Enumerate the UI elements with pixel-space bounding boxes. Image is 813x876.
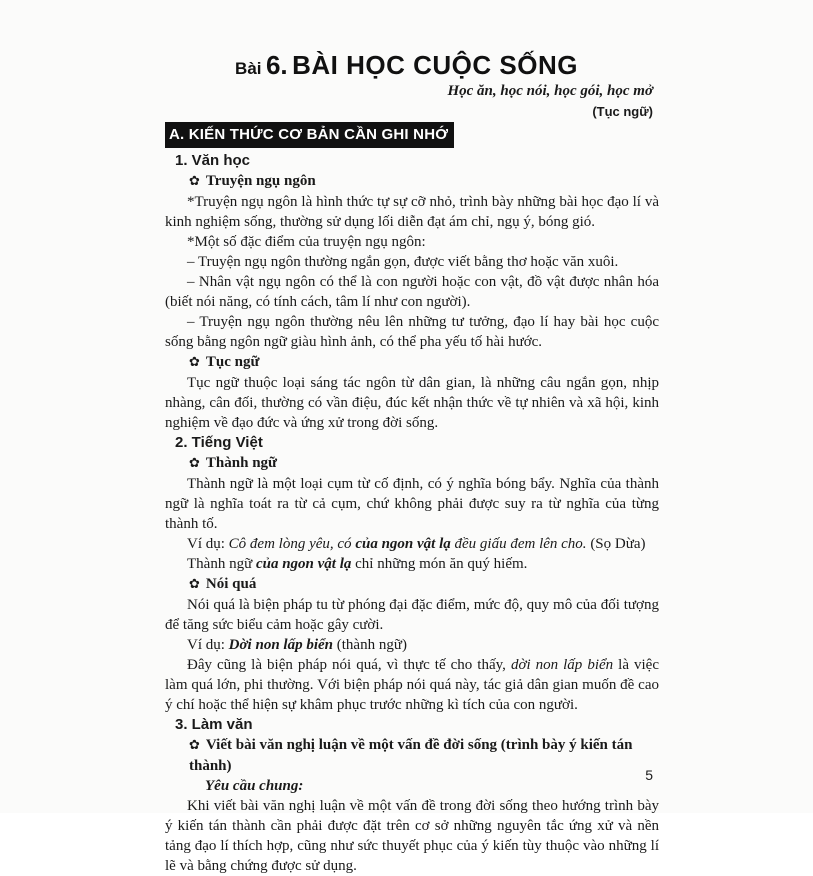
heading-thanh-ngu: ✿ Thành ngữ xyxy=(189,455,278,471)
lesson-title xyxy=(0,50,813,81)
heading-yeu-cau: Yêu cầu chung: xyxy=(205,778,304,794)
heading-van-hoc: 1. Văn học xyxy=(175,152,251,169)
page-number: 5 xyxy=(645,767,653,783)
heading-noi-qua: ✿ Nói quá xyxy=(189,576,257,592)
heading-lam-van: 3. Làm văn xyxy=(175,716,253,733)
epigraph-source: (Tục ngữ) xyxy=(592,104,653,119)
paragraph: Thành ngữ là một loại cụm từ cố định, có ý nghĩa bóng bẩy. Nghĩa của thành ngữ là nghĩa toát ra từ cả cụm, chứ không phải được suy ra từ nghĩa của từng thành tố. xyxy=(165,476,659,532)
paragraph: – Truyện ngụ ngôn thường nêu lên những tư tưởng, đạo lí hay bài học cuộc sống bằng ngôn ngữ giàu hình ảnh, có thể pha yếu tố hài hước. xyxy=(165,314,659,350)
heading-truyen-ngu-ngon: ✿ Truyện ngụ ngôn xyxy=(189,173,316,189)
flower-bullet-icon: ✿ xyxy=(189,738,200,753)
lesson-main-title: BÀI HỌC CUỘC SỐNG xyxy=(292,50,578,80)
heading-viet-bai: ✿ Viết bài văn nghị luận về một vấn đề đời sống (trình bày ý kiến tán thành) xyxy=(189,737,633,774)
lesson-label: Bài xyxy=(235,59,262,78)
example-line: Ví dụ: Cô đem lòng yêu, có của ngon vật lạ đều giấu đem lên cho. (Sọ Dừa) xyxy=(187,536,646,552)
epigraph-proverb: Học ăn, học nói, học gói, học mở xyxy=(447,83,653,99)
paragraph: – Truyện ngụ ngôn thường ngắn gọn, được viết bằng thơ hoặc văn xuôi. xyxy=(187,254,619,270)
paragraph: Nói quá là biện pháp tu từ phóng đại đặc điểm, mức độ, quy mô của đối tượng để tăng sức biểu cảm hoặc gây cười. xyxy=(165,597,659,633)
flower-bullet-icon: ✿ xyxy=(189,174,200,189)
heading-tieng-viet: 2. Tiếng Việt xyxy=(175,434,263,451)
paragraph: *Một số đặc điểm của truyện ngụ ngôn: xyxy=(187,234,426,250)
paragraph: Đây cũng là biện pháp nói quá, vì thực tế cho thấy, dời non lấp biển là việc làm quá lớn, phi thường. Với biện pháp nói quá này, tác giả dân gian muốn đề cao ý chí hoặc thể hiện sự khâm phục trước những kì tích của con người. xyxy=(165,657,659,713)
example-line: Ví dụ: Dời non lấp biển (thành ngữ) xyxy=(187,637,407,653)
paragraph: Tục ngữ thuộc loại sáng tác ngôn từ dân gian, là những câu ngắn gọn, nhịp nhàng, cân đối, thường có vần điệu, đúc kết nhận thức về tự nhiên và xã hội, kinh nghiệm về đạo đức và ứng xử trong đời sống. xyxy=(165,375,659,431)
paragraph: Khi viết bài văn nghị luận về một vấn đề trong đời sống theo hướng trình bày ý kiến tán thành cần phải được đặt trên cơ sở những nguyên tắc ứng xử và nền tảng đạo lí thích hợp, cũng như sức thuyết phục của ý kiến tùy thuộc vào những lí lẽ và bằng chứng được sử dụng. xyxy=(165,798,659,874)
paragraph: *Truyện ngụ ngôn là hình thức tự sự cỡ nhỏ, trình bày những bài học đạo lí và kinh nghiệm sống, thường sử dụng lối diễn đạt ám chỉ, ngụ ý, bóng gió. xyxy=(165,194,659,230)
flower-bullet-icon: ✿ xyxy=(189,355,200,370)
flower-bullet-icon: ✿ xyxy=(189,577,200,592)
flower-bullet-icon: ✿ xyxy=(189,456,200,471)
lesson-number: 6. xyxy=(265,50,288,80)
paragraph: – Nhân vật ngụ ngôn có thể là con người hoặc con vật, đồ vật được nhân hóa (biết nói năng, có tính cách, tâm lí như con người). xyxy=(165,274,659,310)
paragraph: Thành ngữ của ngon vật lạ chỉ những món ăn quý hiếm. xyxy=(187,556,528,572)
section-a-heading: A. KIẾN THỨC CƠ BẢN CẦN GHI NHỚ xyxy=(165,122,454,148)
page-content xyxy=(165,120,659,876)
heading-tuc-ngu: ✿ Tục ngữ xyxy=(189,354,260,370)
